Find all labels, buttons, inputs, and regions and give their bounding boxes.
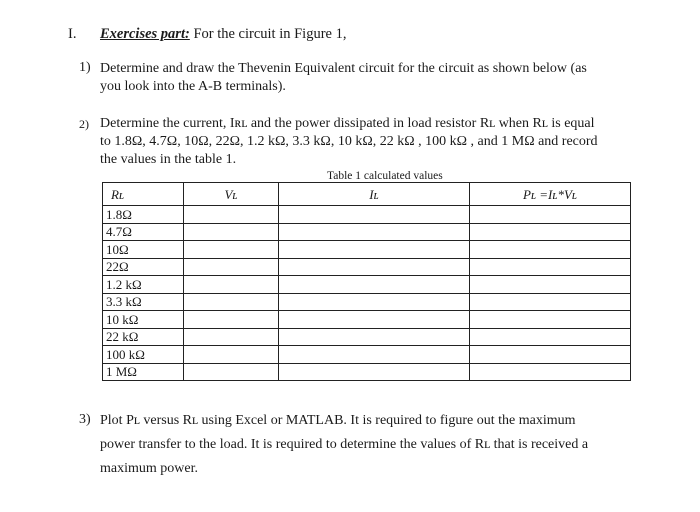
pl-cell[interactable]	[470, 328, 631, 346]
q3-number: 3)	[79, 412, 91, 427]
q1-line-1: Determine and draw the Thevenin Equivalent circuit for the circuit as shown below (as	[100, 61, 587, 76]
rl-value: 100 kΩ	[103, 346, 184, 364]
vl-cell[interactable]	[184, 328, 279, 346]
calculated-values-table	[102, 182, 631, 381]
vl-cell[interactable]	[184, 241, 279, 259]
il-cell[interactable]	[279, 258, 470, 276]
table-row	[103, 276, 631, 294]
pl-cell[interactable]	[470, 241, 631, 259]
pl-cell[interactable]	[470, 206, 631, 224]
header-vl: Vʟ	[184, 183, 279, 206]
rl-value: 22 kΩ	[103, 328, 184, 346]
il-cell[interactable]	[279, 363, 470, 381]
q1-text	[100, 60, 587, 96]
il-cell[interactable]	[279, 223, 470, 241]
header-il: Iʟ	[279, 183, 470, 206]
rl-value: 1.8Ω	[103, 206, 184, 224]
table-row	[103, 363, 631, 381]
il-cell[interactable]	[279, 276, 470, 294]
table-row	[103, 293, 631, 311]
rl-value: 3.3 kΩ	[103, 293, 184, 311]
pl-cell[interactable]	[470, 293, 631, 311]
q3-text	[100, 409, 588, 481]
il-cell[interactable]	[279, 328, 470, 346]
rl-value: 1.2 kΩ	[103, 276, 184, 294]
q2-text	[100, 115, 598, 169]
vl-cell[interactable]	[184, 258, 279, 276]
table-row	[103, 241, 631, 259]
pl-cell[interactable]	[470, 276, 631, 294]
q2-line-2: to 1.8Ω, 4.7Ω, 10Ω, 22Ω, 1.2 kΩ, 3.3 kΩ, 10 kΩ, 22 kΩ , 100 kΩ , and 1 MΩ and record	[100, 134, 598, 149]
table-row	[103, 328, 631, 346]
header-rl: Rʟ	[103, 183, 184, 206]
section-heading	[100, 26, 346, 43]
section-intro: For the circuit in Figure 1,	[189, 26, 347, 42]
table-caption: Table 1 calculated values	[327, 170, 443, 182]
il-cell[interactable]	[279, 206, 470, 224]
header-pl: Pʟ =Iʟ*Vʟ	[470, 183, 631, 206]
vl-cell[interactable]	[184, 293, 279, 311]
pl-cell[interactable]	[470, 258, 631, 276]
il-cell[interactable]	[279, 346, 470, 364]
table-row	[103, 258, 631, 276]
rl-value: 22Ω	[103, 258, 184, 276]
vl-cell[interactable]	[184, 276, 279, 294]
q2-line-1: Determine the current, Iʀʟ and the power dissipated in load resistor Rʟ when Rʟ is equal	[100, 116, 595, 131]
q2-number: 2)	[79, 117, 89, 131]
pl-cell[interactable]	[470, 363, 631, 381]
pl-cell[interactable]	[470, 223, 631, 241]
q1-number: 1)	[79, 60, 91, 75]
q2-line-3: the values in the table 1.	[100, 152, 237, 167]
vl-cell[interactable]	[184, 363, 279, 381]
q3-line-1: Plot Pʟ versus Rʟ using Excel or MATLAB. It is required to figure out the maximum	[100, 413, 576, 428]
q3-line-2: power transfer to the load. It is required to determine the values of Rʟ that is received a	[100, 437, 589, 452]
vl-cell[interactable]	[184, 311, 279, 329]
q3-line-3: maximum power.	[100, 461, 198, 476]
section-numeral: I.	[68, 26, 77, 42]
vl-cell[interactable]	[184, 223, 279, 241]
section-title: Exercises part:	[100, 26, 190, 42]
il-cell[interactable]	[279, 311, 470, 329]
il-cell[interactable]	[279, 293, 470, 311]
vl-cell[interactable]	[184, 346, 279, 364]
table-row	[103, 346, 631, 364]
table-row	[103, 206, 631, 224]
pl-cell[interactable]	[470, 346, 631, 364]
rl-value: 10Ω	[103, 241, 184, 259]
pl-cell[interactable]	[470, 311, 631, 329]
rl-value: 10 kΩ	[103, 311, 184, 329]
il-cell[interactable]	[279, 241, 470, 259]
q1-line-2: you look into the A-B terminals).	[100, 79, 286, 94]
rl-value: 4.7Ω	[103, 223, 184, 241]
table-header-row	[103, 183, 631, 206]
table-row	[103, 223, 631, 241]
vl-cell[interactable]	[184, 206, 279, 224]
table-row	[103, 311, 631, 329]
rl-value: 1 MΩ	[103, 363, 184, 381]
